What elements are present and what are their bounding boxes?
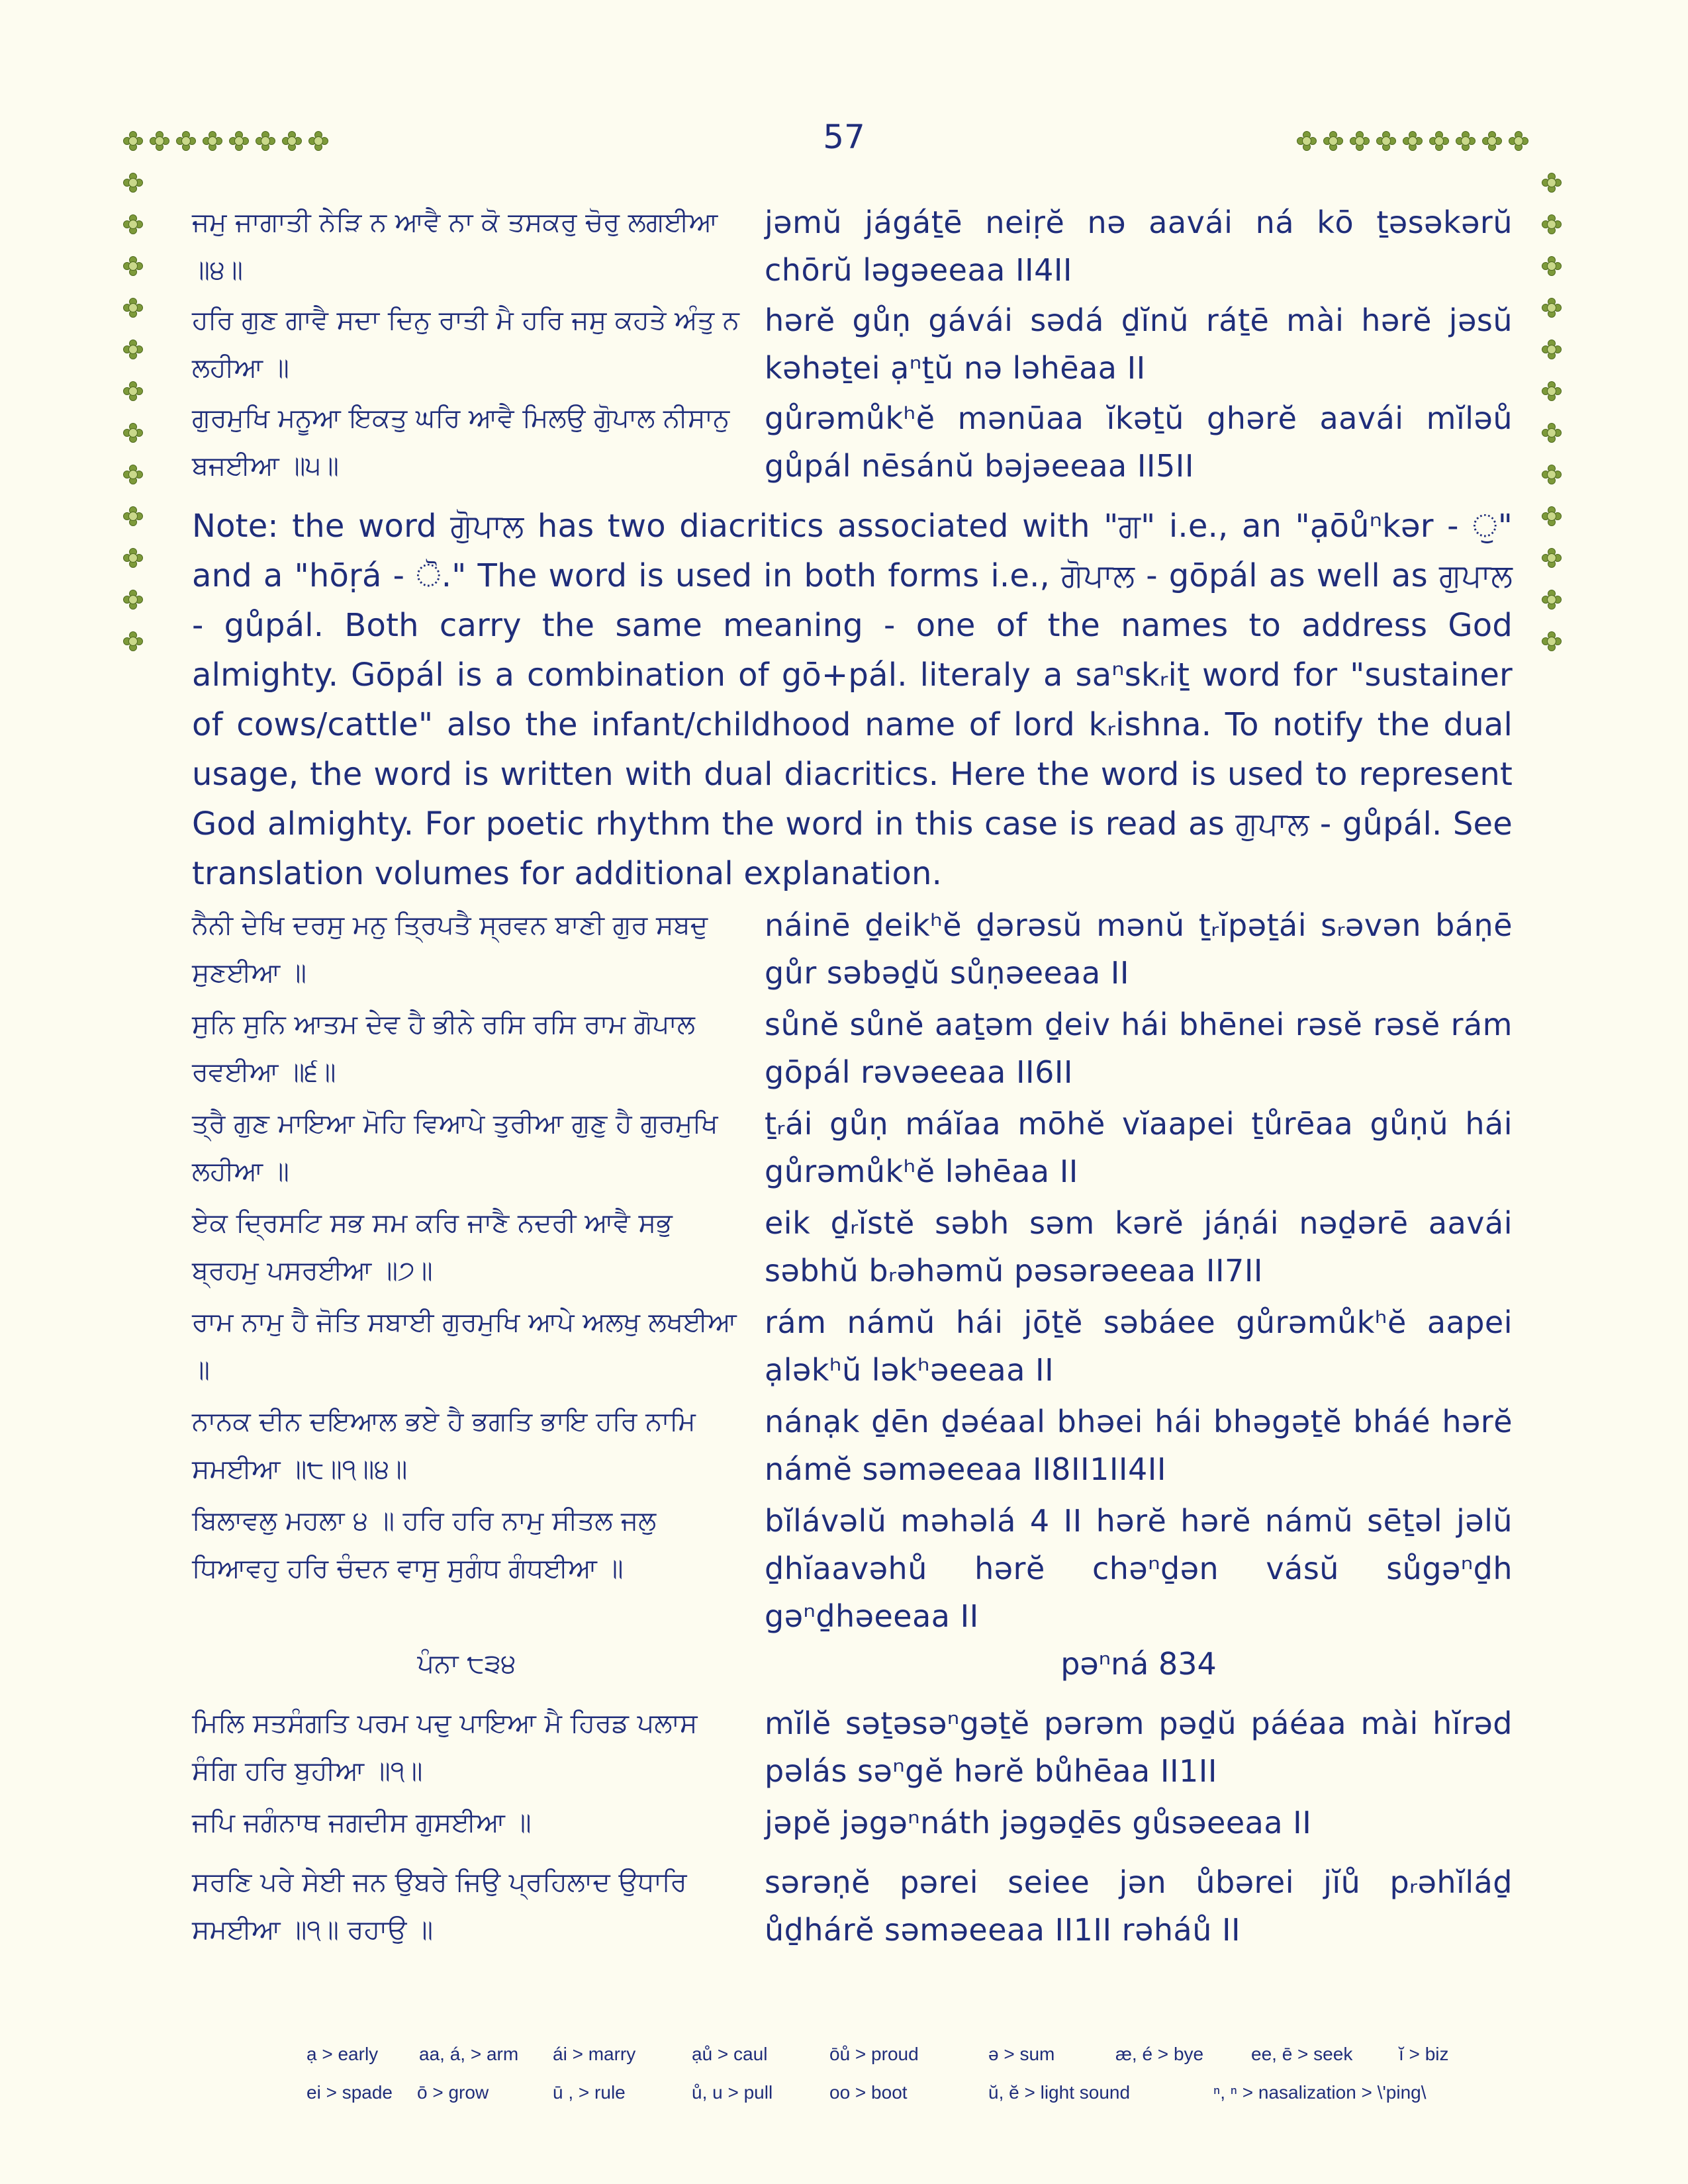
legend-item: ū , > rule (553, 2082, 626, 2103)
legend-item: ə > sum (988, 2044, 1055, 2064)
transliteration-line: rám námŭ hái jōṯĕ səbáee gůrəmůkʰĕ aapei ạləkʰŭ ləkʰəeeaa II (765, 1304, 1513, 1388)
legend-item: æ, é > bye (1115, 2044, 1204, 2064)
gurmukhi-line: ਜਪਿ ਜਗੰਨਾਥ ਜਗਦੀਸ ਗੁਸਈਆ ॥ (192, 1807, 532, 1838)
legend-item: ⁿ, ⁿ > nasalization > \'ping\ (1213, 2082, 1427, 2103)
gurmukhi-line: ਰਾਮ ਨਾਮੁ ਹੈ ਜੋਤਿ ਸਬਾਈ ਗੁਰਮੁਖਿ ਆਪੇ ਅਲਖੁ ਲਖਈਆ ॥ (192, 1307, 737, 1385)
transliteration-line: ṯᵣái gůṇ máĭaa mōhĕ vĭaapei ṯůrēaa gůṇŭ hái gůrəmůkʰĕ ləhēaa II (765, 1106, 1513, 1189)
flower-ornament-icon (1456, 132, 1474, 149)
legend-item: oo > boot (829, 2082, 908, 2103)
flower-ornament-icon (1542, 549, 1560, 566)
legend-item: ạů > caul (692, 2044, 768, 2064)
flower-ornament-icon (1542, 215, 1560, 232)
transliteration-line: nánạk ḏēn ḏəéaal bhəei hái bhəgəṯĕ bháé hərĕ námĕ səməeeaa II8II1II4II (765, 1404, 1513, 1487)
gurmukhi-line: ਹਰਿ ਗੁਣ ਗਾਵੈ ਸਦਾ ਦਿਨੁ ਰਾਤੀ ਮੈ ਹਰਿ ਜਸੁ ਕਹਤੇ ਅੰਤੁ ਨ ਲਹੀਆ ॥ (192, 305, 739, 383)
transliteration-line: bĭlávəlŭ məhəlá 4 II hərĕ hərĕ námŭ sēṯəl jəlŭ ḏhĭaavəhů hərĕ chəⁿḏən vásŭ sůgəⁿḏh gəⁿḏhəeeaa II (765, 1503, 1513, 1634)
flower-ornament-icon (309, 132, 326, 149)
legend-item: ōů > proud (829, 2044, 919, 2064)
legend-item: ei > spade (306, 2082, 393, 2103)
transliteration-line: jəpĕ jəgəⁿnáth jəgəḏēs gůsəeeaa II (765, 1805, 1312, 1841)
panna-roman: pəⁿná 834 (1060, 1646, 1217, 1682)
flower-ornament-icon (203, 132, 220, 149)
flower-ornament-icon (1542, 298, 1560, 316)
flower-ornament-icon (256, 132, 273, 149)
gurmukhi-line: ਤ੍ਰੈ ਗੁਣ ਮਾਇਆ ਮੋਹਿ ਵਿਆਪੇ ਤੁਰੀਆ ਗੁਣੁ ਹੈ ਗੁਰਮੁਖਿ ਲਹੀਆ ॥ (192, 1109, 718, 1187)
legend-item: ạ > early (306, 2044, 379, 2064)
gurmukhi-line: ਗੁਰਮੁਖਿ ਮਨੂਆ ਇਕਤੁ ਘਰਿ ਆਵੈ ਮਿਲਉ ਗੁੋਪਾਲ ਨੀਸਾਨੁ ਬਜਈਆ ॥੫॥ (192, 403, 730, 481)
transliteration-line: mĭlĕ səṯəsəⁿgəṯĕ pərəm pəḏŭ páéaa mài hĭrəd pəlás səⁿgĕ hərĕ bůhēaa II1II (765, 1706, 1513, 1789)
flower-ornament-icon (124, 340, 141, 357)
flower-ornament-icon (1350, 132, 1368, 149)
flower-ornament-icon (124, 132, 141, 149)
flower-ornament-icon (124, 298, 141, 316)
flower-ornament-icon (1542, 340, 1560, 357)
transliteration-line: sərəṇĕ pərei seiee jən ůbərei jĭů pᵣəhĭláḏ ůḏhárĕ səməeeaa II1II rəháů II (765, 1864, 1513, 1948)
legend-item: ĭ > biz (1399, 2044, 1449, 2064)
flower-ornament-icon (124, 465, 141, 482)
flower-ornament-icon (124, 590, 141, 608)
gurmukhi-line: ਬਿਲਾਵਲੁ ਮਹਲਾ ੪ ॥ ਹਰਿ ਹਰਿ ਨਾਮੁ ਸੀਤਲ ਜਲੁ ਧਿਆਵਹੁ ਹਰਿ ਚੰਦਨ ਵਾਸੁ ਸੁਗੰਧ ਗੰਧਈਆ ॥ (192, 1506, 657, 1584)
flower-ornament-icon (1542, 465, 1560, 482)
gurmukhi-line: ਨੈਨੀ ਦੇਖਿ ਦਰਸੁ ਮਨੁ ਤ੍ਰਿਪਤੈ ਸ੍ਰਵਨ ਬਾਣੀ ਗੁਰ ਸਬਦੁ ਸੁਣਈਆ ॥ (192, 910, 708, 988)
flower-ornament-icon (283, 132, 300, 149)
flower-ornament-icon (1542, 590, 1560, 608)
flower-ornament-icon (124, 424, 141, 441)
flower-ornament-icon (1430, 132, 1447, 149)
flower-ornament-icon (1542, 173, 1560, 191)
flower-ornament-icon (1324, 132, 1341, 149)
transliteration-line: náinē ḏeikʰĕ ḏərəsŭ mənŭ ṯᵣĭpəṯái sᵣəvən báṇē gůr səbəḏŭ sůṇəeeaa II (765, 907, 1513, 991)
transliteration-line: sůnĕ sůnĕ aaṯəm ḏeiv hái bhēnei rəsĕ rəsĕ rám gōpál rəvəeeaa II6II (765, 1007, 1513, 1090)
flower-ornament-icon (1542, 424, 1560, 441)
flower-ornament-icon (124, 382, 141, 399)
flower-ornament-icon (124, 215, 141, 232)
flower-ornament-icon (1542, 257, 1560, 274)
flower-ornament-icon (124, 507, 141, 524)
page-number: 57 (823, 118, 865, 156)
transliteration-line: gůrəmůkʰĕ mənūaa ĭkəṯŭ ghərĕ aavái mĭləů gůpál nēsánŭ bəjəeeaa II5II (765, 400, 1513, 484)
legend-item: ee, ē > seek (1251, 2044, 1353, 2064)
legend-item: ō > grow (417, 2082, 489, 2103)
flower-ornament-icon (1403, 132, 1421, 149)
transliteration-line: jəmŭ jágáṯē neiṛĕ nə aavái ná kō ṯəsəkərŭ chōrŭ ləgəeeaa II4II (765, 205, 1513, 288)
gurmukhi-line: ਮਿਲਿ ਸਤਸੰਗਤਿ ਪਰਮ ਪਦੁ ਪਾਇਆ ਮੈ ਹਿਰਡ ਪਲਾਸ ਸੰਗਿ ਹਰਿ ਬੁਹੀਆ ॥੧॥ (192, 1708, 698, 1786)
flower-ornament-icon (1483, 132, 1500, 149)
gurmukhi-line: ਸਰਣਿ ਪਰੇ ਸੇਈ ਜਨ ਉਬਰੇ ਜਿਉ ਪ੍ਰਹਿਲਾਦ ਉਧਾਰਿ ਸਮਈਆ ॥੧॥ ਰਹਾਉ ॥ (192, 1867, 687, 1945)
gurmukhi-line: ਸੁਨਿ ਸੁਨਿ ਆਤਮ ਦੇਵ ਹੈ ਭੀਨੇ ਰਸਿ ਰਸਿ ਰਾਮ ਗੋਪਾਲ ਰਵਈਆ ॥੬॥ (192, 1009, 695, 1087)
flower-ornament-icon (1377, 132, 1394, 149)
flower-ornament-icon (230, 132, 247, 149)
gurmukhi-line: ਜਮੁ ਜਾਗਾਤੀ ਨੇੜਿ ਨ ਆਵੈ ਨਾ ਕੋ ਤਸਕਰੁ ਚੋਰੁ ਲਗਈਆ ॥੪॥ (192, 207, 718, 285)
flower-ornament-icon (124, 173, 141, 191)
legend-item: ů, u > pull (692, 2082, 773, 2103)
flower-ornament-icon (1297, 132, 1315, 149)
flower-ornament-icon (177, 132, 194, 149)
flower-ornament-icon (1509, 132, 1526, 149)
gurmukhi-line: ਏਕ ਦ੍ਰਿਸਟਿ ਸਭ ਸਮ ਕਰਿ ਜਾਣੈ ਨਦਰੀ ਆਵੈ ਸਭੁ ਬ੍ਰਹਮੁ ਪਸਰਈਆ ॥੭॥ (192, 1208, 673, 1286)
legend-item: ŭ, ĕ > light sound (988, 2082, 1131, 2103)
transliteration-line: eik ḏᵣĭstĕ səbh səm kərĕ jáṇái nəḏərē aavái səbhŭ bᵣəhəmŭ pəsərəeeaa II7II (765, 1205, 1513, 1289)
flower-ornament-icon (124, 257, 141, 274)
flower-ornament-icon (124, 632, 141, 649)
legend-item: aa, á, > arm (419, 2044, 519, 2064)
flower-ornament-icon (150, 132, 167, 149)
legend-item: ái > marry (553, 2044, 636, 2064)
panna-gurmukhi: ਪੰਨਾ ੮੩੪ (417, 1649, 516, 1679)
flower-ornament-icon (124, 549, 141, 566)
gurmukhi-line: ਨਾਨਕ ਦੀਨ ਦਇਆਲ ਭਏ ਹੈ ਭਗਤਿ ਭਾਇ ਹਰਿ ਨਾਮਿ ਸਮਈਆ ॥੮॥੧॥੪॥ (192, 1406, 696, 1484)
transliteration-line: hərĕ gůṇ gávái sədá ḏĭnŭ ráṯē mài hərĕ jəsŭ kəhəṯei ạⁿṯŭ nə ləhēaa II (765, 302, 1513, 386)
flower-ornament-icon (1542, 382, 1560, 399)
flower-ornament-icon (1542, 632, 1560, 649)
note-paragraph: Note: the word ਗੁੋਪਾਲ has two diacritics associated with "ਗ" i.e., an "ạōůⁿkər - ੁ" and a "hōṛá - ੋ." The word is used in both forms i.e., ਗੋਪਾਲ - gōpál as well as ਗੁਪਾਲ - gůpál. Both carry the same meaning - one of the names to address God almighty. Gōpál is a combination of gō+pál. literaly a saⁿskᵣiṯ word for "sustainer of cows/cattle" also the infant/childhood name of lord kᵣishna. To notify the dual usage, the word is written with dual diacritics. Here the word is used to represent God almighty. For poetic rhythm the word in this case is read as ਗੁਪਾਲ - gůpál. See translation volumes for additional explanation. (192, 508, 1513, 892)
flower-ornament-icon (1542, 507, 1560, 524)
